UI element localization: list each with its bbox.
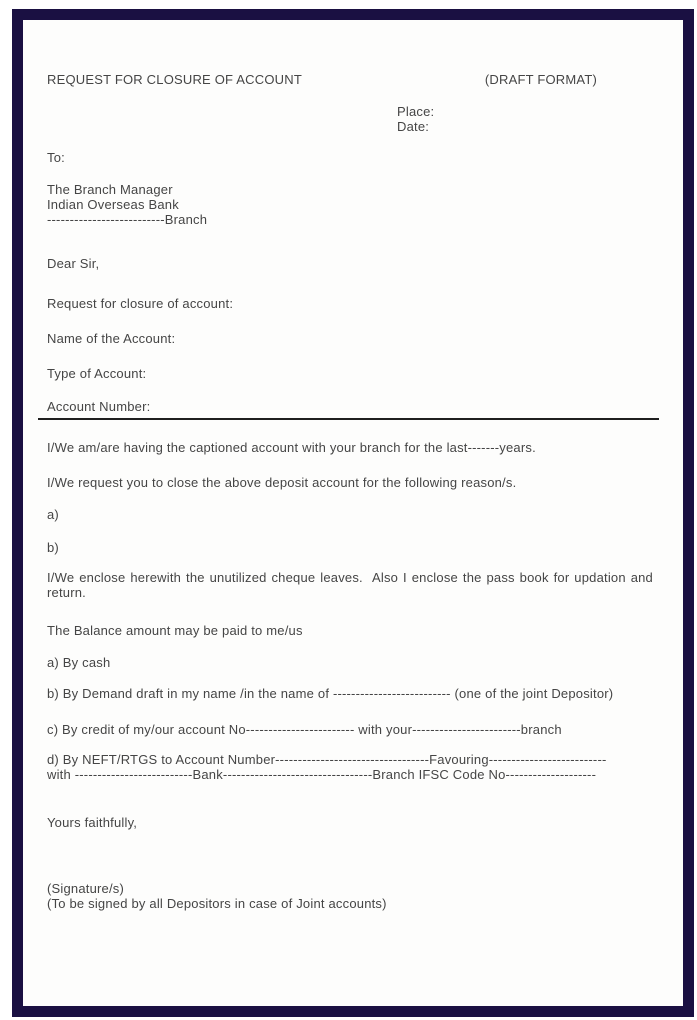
neft-rtgs-line: d) By NEFT/RTGS to Account Number----------------------------------Favouring-------------------------- bbox=[47, 752, 607, 767]
signature-note: (To be signed by all Depositors in case of Joint accounts) bbox=[47, 896, 387, 911]
field-account-number: Account Number: bbox=[38, 399, 659, 420]
header-row bbox=[47, 72, 653, 87]
paragraph-balance-payment: The Balance amount may be paid to me/us bbox=[47, 623, 303, 638]
place-date-block bbox=[397, 104, 653, 134]
paragraph-tenure: I/We am/are having the captioned account with your branch for the last-------years. bbox=[47, 440, 536, 455]
payment-option-demand-draft: b) By Demand draft in my name /in the name of -------------------------- (one of the joint Depositor) bbox=[47, 686, 614, 701]
neft-rtgs-line: with --------------------------Bank---------------------------------Branch IFSC Code No-------------------- bbox=[47, 767, 597, 782]
page-frame bbox=[12, 9, 694, 1017]
date-label: Date: bbox=[397, 119, 430, 134]
document-title: REQUEST FOR CLOSURE OF ACCOUNT bbox=[47, 72, 302, 87]
subject-line: Request for closure of account: bbox=[47, 296, 234, 311]
reason-item-a: a) bbox=[47, 507, 59, 522]
payment-option-neft-rtgs bbox=[47, 752, 653, 782]
addressee-line-branch-blank: --------------------------Branch bbox=[47, 212, 208, 227]
signature-block bbox=[47, 881, 653, 911]
letter-content bbox=[23, 20, 683, 1006]
addressee-line: The Branch Manager bbox=[47, 182, 173, 197]
paragraph-enclosures: I/We enclose herewith the unutilized cheque leaves. Also I enclose the pass book for updation and return. bbox=[47, 570, 657, 600]
field-account-type: Type of Account: bbox=[47, 366, 147, 381]
addressee-line: Indian Overseas Bank bbox=[47, 197, 179, 212]
salutation: Dear Sir, bbox=[47, 256, 100, 271]
closing-salutation: Yours faithfully, bbox=[47, 815, 138, 830]
addressee-block bbox=[47, 182, 653, 227]
signature-label: (Signature/s) bbox=[47, 881, 125, 896]
place-label: Place: bbox=[397, 104, 435, 119]
paragraph-closure-request: I/We request you to close the above deposit account for the following reason/s. bbox=[47, 475, 517, 490]
payment-option-cash: a) By cash bbox=[47, 655, 111, 670]
to-label: To: bbox=[47, 150, 65, 165]
field-account-name: Name of the Account: bbox=[47, 331, 176, 346]
payment-option-account-credit: c) By credit of my/our account No------------------------ with your------------------------branch bbox=[47, 722, 562, 737]
reason-item-b: b) bbox=[47, 540, 59, 555]
draft-format-tag: (DRAFT FORMAT) bbox=[484, 72, 597, 87]
